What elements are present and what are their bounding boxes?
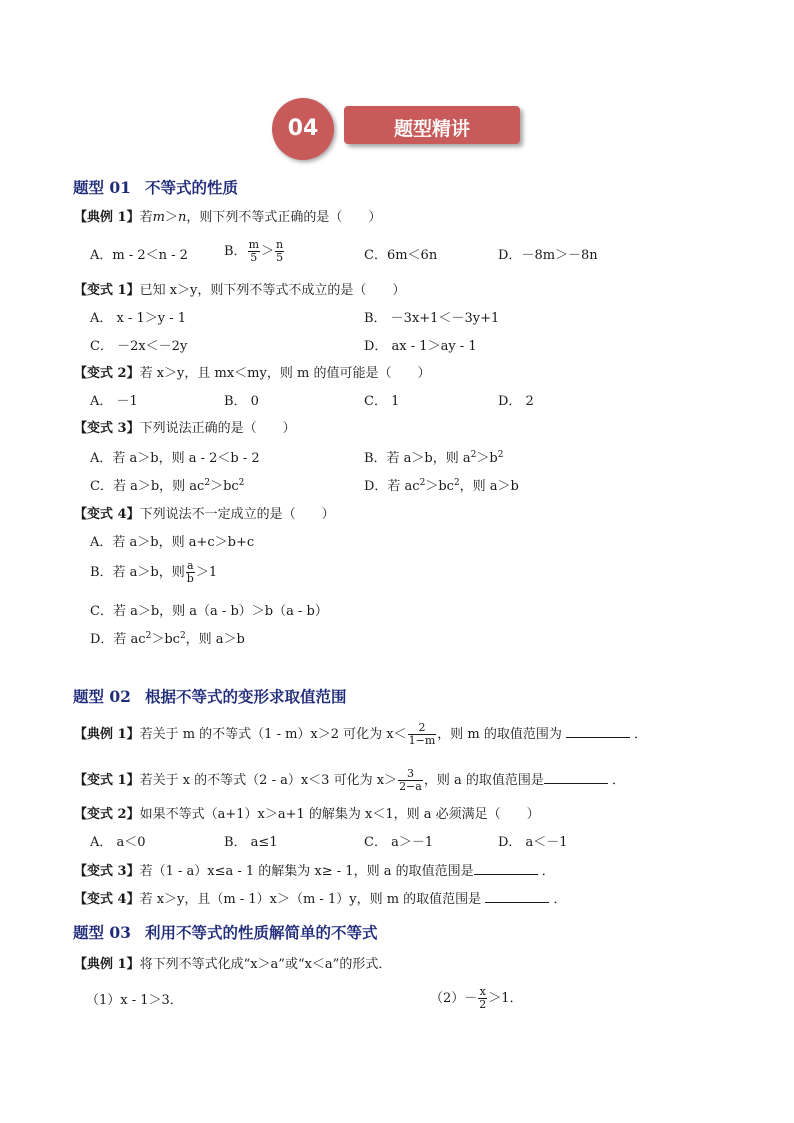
question-text: 若关于 m 的不等式（1 - m）x＞2 可化为 x＜ — [139, 727, 407, 742]
option-c — [364, 247, 437, 265]
variant-1-question — [74, 282, 405, 300]
question-text: 若 x＞y，且 mx＜my，则 m 的值可能是（ ） — [139, 366, 431, 381]
punctuation: ． — [612, 773, 626, 788]
option-a: A． x - 1＞y - 1 — [90, 311, 187, 326]
topic-heading-02 — [73, 685, 346, 707]
section-title: 题型精讲 — [393, 118, 470, 140]
punctuation: ． — [541, 864, 555, 879]
fraction — [398, 768, 423, 793]
exponent: 2 — [204, 478, 211, 488]
denominator: 2 — [479, 998, 487, 1011]
option-text: D．若 ac — [364, 479, 420, 494]
sub-question-2 — [430, 986, 523, 1011]
question-tag: 【典例 1】 — [74, 210, 140, 225]
option-text: B．若 a＞b，则 — [90, 565, 185, 580]
question-text: 若 x＞y，且（m - 1）x＞（m - 1）y，则 m 的取值范围是 — [139, 892, 482, 907]
numerator: 3 — [406, 767, 414, 780]
section-banner — [344, 106, 520, 144]
question-tag: 【变式 3】 — [74, 864, 140, 879]
question-tag: 【典例 1】 — [74, 727, 140, 742]
option-c — [90, 478, 244, 496]
exponent: 2 — [453, 478, 460, 488]
answer-blank[interactable] — [544, 771, 608, 784]
fraction — [186, 560, 195, 585]
topic-number: 题型 03 — [73, 923, 131, 942]
option-d — [498, 247, 598, 265]
denominator: 1−m — [408, 734, 436, 747]
option-text: ＞1 — [195, 565, 218, 580]
option-c: C． 1 — [364, 394, 400, 409]
question-tag: 【变式 2】 — [74, 366, 140, 381]
option-b — [224, 239, 285, 264]
fraction — [478, 986, 487, 1011]
question-text: 若（1 - a）x≤a - 1 的解集为 x≥ - 1，则 a 的取值范围是 — [139, 864, 474, 879]
topic-number: 题型 01 — [73, 178, 131, 197]
denominator: b — [186, 572, 194, 585]
numerator: n — [276, 238, 284, 251]
option-d: D． a＜－1 — [498, 835, 568, 850]
answer-blank[interactable] — [566, 725, 630, 738]
question-tag: 【变式 3】 — [74, 421, 140, 436]
example-question — [74, 956, 391, 974]
option-d — [364, 478, 519, 496]
question-tag: 【变式 4】 — [74, 892, 140, 907]
denominator: 5 — [276, 251, 284, 264]
sub-question-1: （1）x - 1＞3． — [86, 993, 183, 1008]
question-text: ＞1． — [488, 991, 523, 1006]
option-d: D． ax - 1＞ay - 1 — [364, 339, 477, 354]
section-number-badge — [272, 98, 334, 160]
topic-title: 根据不等式的变形求取值范围 — [144, 687, 347, 706]
question-text: 下列说法正确的是（ ） — [139, 421, 296, 436]
variant-2-question — [74, 365, 430, 383]
denominator: 2−a — [399, 780, 422, 793]
option-a: A．若 a＞b，则 a+c＞b+c — [90, 535, 255, 550]
operator: ＞ — [261, 244, 275, 259]
option-b: B． 0 — [224, 394, 259, 409]
option-text: ＞bc — [151, 632, 180, 647]
option-b: B． －3x+1＜－3y+1 — [364, 311, 500, 326]
topic-heading-03 — [73, 921, 377, 943]
option-label: C． — [364, 248, 387, 263]
question-text: 若关于 x 的不等式（2 - a）x＜3 可化为 x＞ — [139, 773, 398, 788]
answer-blank[interactable] — [485, 890, 549, 903]
numerator: a — [187, 559, 194, 572]
exponent: 2 — [470, 450, 477, 460]
option-a: A．若 a＞b，则 a - 2＜b - 2 — [90, 451, 260, 466]
question-text: ，则 a 的取值范围是 — [423, 773, 544, 788]
option-label: B． — [224, 244, 247, 259]
question-text: 已知 x＞y，则下列不等式不成立的是（ ） — [139, 283, 406, 298]
option-c: C． a＞－1 — [364, 835, 434, 850]
topic-title: 不等式的性质 — [144, 178, 238, 197]
fraction — [248, 239, 260, 264]
option-c: C．若 a＞b，则 a（a - b）＞b（a - b） — [90, 604, 328, 619]
option-text: ，则 a＞b — [185, 632, 245, 647]
exponent: 2 — [238, 478, 245, 488]
variant-2-question — [74, 806, 540, 824]
variant-3-question — [74, 420, 296, 438]
answer-blank[interactable] — [474, 862, 538, 875]
exponent: 2 — [179, 631, 186, 641]
punctuation: ． — [634, 727, 648, 742]
option-b: B． a≤1 — [224, 835, 278, 850]
question-text: 若 — [139, 210, 153, 225]
variant-4-question — [74, 890, 566, 909]
option-d: D． 2 — [498, 394, 534, 409]
option-text: ＞bc — [210, 479, 239, 494]
fraction — [408, 722, 437, 747]
topic-number: 题型 02 — [73, 687, 131, 706]
punctuation: ． — [553, 892, 567, 907]
option-label: A． — [90, 248, 113, 263]
question-tag: 【变式 1】 — [74, 773, 140, 788]
question-text: （2）－ — [430, 991, 478, 1006]
option-text: C．若 a＞b，则 ac — [90, 479, 205, 494]
option-a — [90, 247, 188, 265]
question-text: ，则 m 的取值范围为 — [437, 727, 562, 742]
option-d — [90, 631, 245, 649]
question-tag: 【变式 4】 — [74, 507, 140, 522]
section-number: 04 — [287, 116, 319, 141]
option-text: m - 2＜n - 2 — [112, 248, 188, 263]
option-a: A． a＜0 — [90, 835, 146, 850]
exponent: 2 — [145, 631, 152, 641]
denominator: 5 — [248, 251, 260, 264]
question-tag: 【典例 1】 — [74, 957, 140, 972]
option-text: ，则 a＞b — [459, 479, 519, 494]
option-b — [364, 450, 503, 468]
question-text: 将下列不等式化成“x＞a”或“x＜a”的形式． — [139, 957, 392, 972]
option-text: B．若 a＞b，则 a — [364, 451, 471, 466]
variant-4-question — [74, 506, 335, 524]
topic-heading-01 — [73, 176, 238, 198]
example-question — [74, 722, 647, 747]
numerator: m — [248, 238, 259, 251]
option-label: D． — [498, 248, 522, 263]
numerator: 2 — [418, 721, 426, 734]
exponent: 2 — [497, 450, 504, 460]
variant-3-question — [74, 862, 555, 881]
question-text: 如果不等式（a+1）x＞a+1 的解集为 x＜1，则 a 必须满足（ ） — [139, 807, 540, 822]
topic-title: 利用不等式的性质解简单的不等式 — [144, 923, 378, 942]
option-text: －8m＞－8n — [521, 248, 598, 263]
option-c: C． －2x＜－2y — [90, 339, 188, 354]
question-text: 下列说法不一定成立的是（ ） — [139, 507, 335, 522]
question-text-tail: ，则下列不等式正确的是（ ） — [186, 210, 382, 225]
option-text: 6m＜6n — [386, 248, 438, 263]
option-text: ＞b — [476, 451, 498, 466]
variant-1-question — [74, 768, 625, 793]
option-a: A． －1 — [90, 394, 138, 409]
example-question: 【典例 1】若m＞n，则下列不等式正确的是（ ） — [74, 210, 382, 225]
question-tag: 【变式 1】 — [74, 283, 140, 298]
option-text: ＞bc — [425, 479, 454, 494]
exponent: 2 — [419, 478, 426, 488]
numerator: x — [479, 985, 486, 998]
fraction — [275, 239, 284, 264]
question-tag: 【变式 2】 — [74, 807, 140, 822]
option-text: D．若 ac — [90, 632, 146, 647]
option-b — [90, 560, 217, 585]
